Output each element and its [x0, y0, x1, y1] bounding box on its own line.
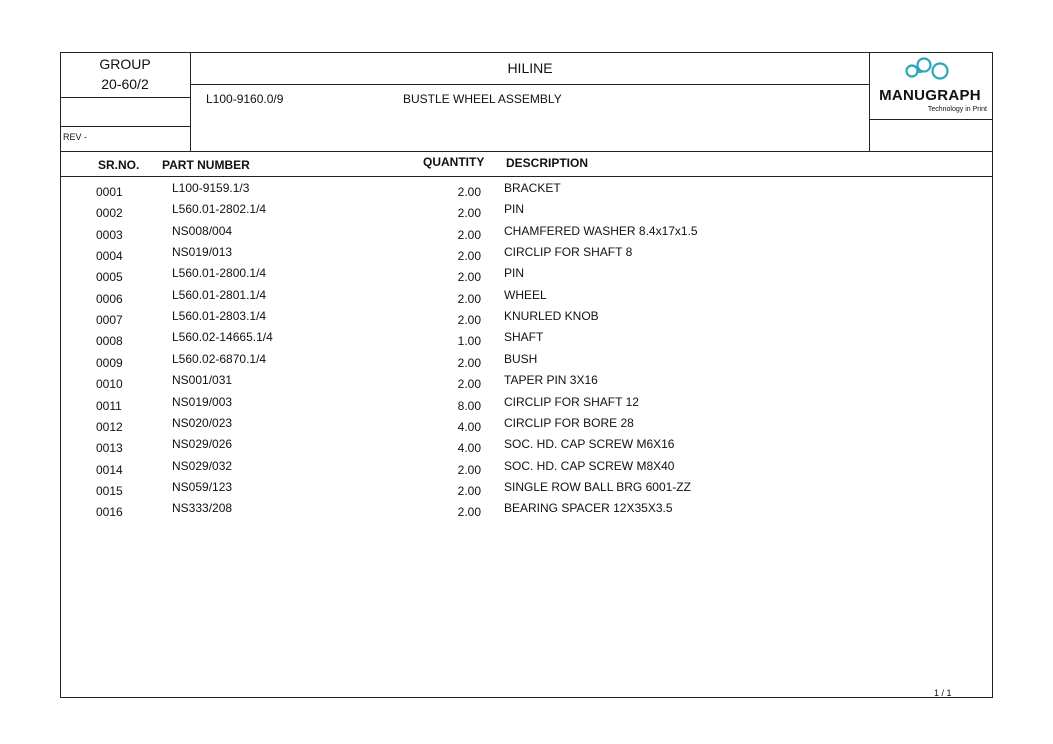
part-number-cell: NS029/026 — [172, 437, 233, 452]
table-row — [0, 202, 1053, 223]
divider — [60, 97, 191, 98]
sr-number-cell: 0004 — [96, 249, 123, 264]
part-number-cell: L560.02-14665.1/4 — [172, 330, 273, 345]
quantity-cell: 1.00 — [457, 334, 481, 349]
quantity-cell: 2.00 — [457, 206, 481, 221]
part-number-cell: L100-9159.1/3 — [172, 181, 250, 195]
quantity-cell: 2.00 — [457, 462, 481, 477]
assembly-title: BUSTLE WHEEL ASSEMBLY — [403, 92, 562, 106]
quantity-cell: 2.00 — [457, 249, 481, 264]
part-number-cell: L560.01-2803.1/4 — [172, 309, 267, 324]
description-cell: TAPER PIN 3X16 — [504, 373, 598, 388]
quantity-cell: 2.00 — [457, 291, 481, 306]
table-row — [0, 437, 1053, 458]
description-cell: CIRCLIP FOR SHAFT 12 — [504, 394, 639, 409]
page-indicator: 1 / 1 — [934, 688, 952, 698]
sr-number-cell: 0015 — [96, 483, 123, 498]
part-number-cell: NS029/032 — [172, 458, 233, 473]
sr-number-cell: 0003 — [96, 227, 123, 242]
sr-number-cell: 0001 — [96, 185, 123, 199]
group-label: GROUP — [99, 56, 151, 72]
brand-tagline: Technology in Print — [927, 106, 987, 113]
part-number-cell: NS001/031 — [172, 373, 233, 388]
table-row — [0, 352, 1053, 373]
sr-number-cell: 0008 — [96, 334, 123, 349]
table-row — [0, 480, 1053, 501]
part-number-cell: L560.01-2802.1/4 — [172, 202, 267, 217]
divider — [870, 119, 993, 120]
sr-number-cell: 0012 — [96, 419, 123, 434]
column-header-quantity: QUANTITY — [423, 155, 485, 169]
description-cell: SHAFT — [504, 330, 544, 345]
description-cell: SOC. HD. CAP SCREW M8X40 — [504, 458, 675, 473]
sr-number-cell: 0002 — [96, 206, 123, 221]
part-number-cell: NS020/023 — [172, 415, 233, 430]
sr-number-cell: 0010 — [96, 377, 123, 392]
description-cell: BUSH — [504, 351, 538, 366]
sr-number-cell: 0011 — [96, 398, 122, 413]
group-value: 20-60/2 — [101, 76, 149, 92]
group-block — [60, 54, 190, 94]
table-row — [0, 459, 1053, 480]
table-row — [0, 181, 1053, 202]
sr-number-cell: 0016 — [96, 505, 123, 520]
part-number-cell: L560.02-6870.1/4 — [172, 351, 267, 366]
assembly-part-number: L100-9160.0/9 — [206, 92, 284, 106]
description-cell: SINGLE ROW BALL BRG 6001-ZZ — [504, 479, 691, 494]
part-number-cell: L560.01-2800.1/4 — [172, 266, 267, 281]
table-row — [0, 224, 1053, 245]
quantity-cell: 4.00 — [457, 419, 481, 434]
divider — [60, 151, 993, 152]
description-cell: CHAMFERED WASHER 8.4x17x1.5 — [504, 223, 698, 238]
divider — [190, 84, 870, 85]
quantity-cell: 2.00 — [457, 227, 481, 242]
product-name: HILINE — [507, 60, 553, 76]
sr-number-cell: 0007 — [96, 313, 123, 328]
column-header-description: DESCRIPTION — [506, 156, 589, 170]
table-row — [0, 309, 1053, 330]
sr-number-cell: 0006 — [96, 291, 123, 306]
quantity-cell: 2.00 — [457, 270, 481, 285]
quantity-cell: 8.00 — [457, 398, 481, 413]
part-number-cell: NS019/003 — [172, 394, 233, 409]
quantity-cell: 2.00 — [457, 505, 481, 520]
sr-number-cell: 0005 — [96, 270, 123, 285]
quantity-cell: 2.00 — [457, 483, 481, 498]
description-cell: CIRCLIP FOR BORE 28 — [504, 415, 634, 430]
quantity-cell: 2.00 — [457, 355, 481, 370]
sr-number-cell: 0013 — [96, 441, 123, 456]
description-cell: WHEEL — [504, 287, 547, 302]
part-number-cell: NS019/013 — [172, 245, 233, 260]
quantity-cell: 2.00 — [457, 185, 481, 199]
part-number-cell: NS333/208 — [172, 501, 233, 516]
table-row — [0, 245, 1053, 266]
table-row — [0, 288, 1053, 309]
sr-number-cell: 0009 — [96, 355, 123, 370]
description-cell: CIRCLIP FOR SHAFT 8 — [504, 245, 633, 260]
description-cell: BEARING SPACER 12X35X3.5 — [504, 501, 673, 516]
divider — [60, 126, 191, 127]
table-row — [0, 416, 1053, 437]
sr-number-cell: 0014 — [96, 462, 123, 477]
description-cell: PIN — [504, 266, 525, 281]
revision-label: REV - — [63, 132, 88, 142]
table-row — [0, 501, 1053, 522]
table-row — [0, 395, 1053, 416]
part-number-cell: NS008/004 — [172, 223, 233, 238]
divider — [869, 52, 870, 152]
quantity-cell: 4.00 — [457, 441, 481, 456]
divider — [60, 176, 993, 177]
part-number-cell: NS059/123 — [172, 479, 233, 494]
part-number-cell: L560.01-2801.1/4 — [172, 287, 267, 302]
table-row — [0, 330, 1053, 351]
description-cell: BRACKET — [504, 181, 561, 195]
table-row — [0, 266, 1053, 287]
column-header-part-number: PART NUMBER — [162, 158, 250, 172]
description-cell: KNURLED KNOB — [504, 309, 599, 324]
brand-name: MANUGRAPH — [879, 87, 981, 104]
table-row — [0, 373, 1053, 394]
description-cell: PIN — [504, 202, 525, 217]
column-header-sr-no: SR.NO. — [98, 158, 140, 172]
quantity-cell: 2.00 — [457, 313, 481, 328]
description-cell: SOC. HD. CAP SCREW M6X16 — [504, 437, 675, 452]
quantity-cell: 2.00 — [457, 377, 481, 392]
